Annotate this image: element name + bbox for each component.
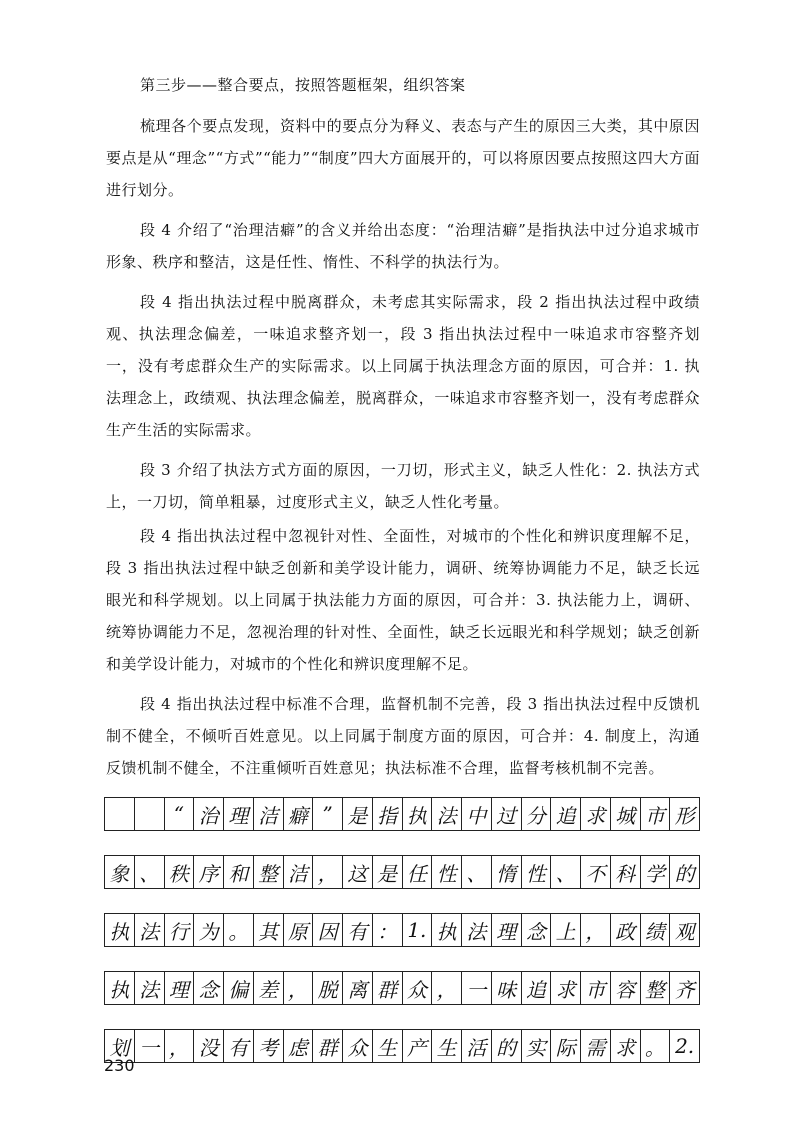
answer-grid-cell: 其	[254, 914, 284, 946]
answer-grid-cell: 过	[492, 798, 522, 830]
answer-grid-row	[104, 1029, 700, 1063]
answer-grid-cell: 指	[373, 798, 403, 830]
answer-grid-cell: 、	[135, 856, 165, 888]
answer-grid-cell: 洁	[254, 798, 284, 830]
answer-grid-cell: 的	[492, 1030, 522, 1062]
answer-grid-cell: 执	[105, 972, 135, 1004]
answer-grid-row	[104, 855, 700, 889]
answer-grid	[104, 797, 700, 1087]
answer-grid-cell: 分	[522, 798, 552, 830]
paragraph-method-cause: 段 3 介绍了执法方式方面的原因，一刀切，形式主义，缺乏人性化：2. 执法方式上，一刀切，简单粗暴，过度形式主义，缺乏人性化考量。	[106, 461, 700, 511]
answer-grid-cell: 2.	[670, 1030, 700, 1062]
answer-grid-cell: 众	[403, 972, 433, 1004]
answer-grid-cell: 序	[194, 856, 224, 888]
answer-grid-cell: 城	[611, 798, 641, 830]
answer-grid-cell: 产	[403, 1030, 433, 1062]
answer-grid-cell: 。	[641, 1030, 671, 1062]
answer-grid-row	[104, 913, 700, 947]
answer-grid-cell: 偏	[224, 972, 254, 1004]
answer-grid-cell: 1.	[403, 914, 433, 946]
answer-grid-cell: 求	[551, 972, 581, 1004]
answer-grid-cell: 市	[581, 972, 611, 1004]
answer-grid-cell: 是	[373, 856, 403, 888]
answer-grid-cell: 需	[581, 1030, 611, 1062]
answer-grid-cell: 观	[670, 914, 700, 946]
answer-grid-cell: 求	[581, 798, 611, 830]
answer-grid-cell: 味	[492, 972, 522, 1004]
answer-grid-cell: ”	[313, 798, 343, 830]
answer-grid-cell: 整	[641, 972, 671, 1004]
answer-grid-cell: 际	[551, 1030, 581, 1062]
answer-grid-cell: 追	[522, 972, 552, 1004]
answer-grid-cell: 追	[551, 798, 581, 830]
answer-grid-cell: 中	[462, 798, 492, 830]
answer-grid-cell: 考	[254, 1030, 284, 1062]
answer-grid-cell: 群	[313, 1030, 343, 1062]
answer-grid-cell: 念	[522, 914, 552, 946]
answer-grid-cell: 理	[224, 798, 254, 830]
answer-grid-cell: 市	[641, 798, 671, 830]
answer-grid-row	[104, 971, 700, 1005]
answer-grid-cell: 为	[194, 914, 224, 946]
paragraph-overview: 梳理各个要点发现，资料中的要点分为释义、表态与产生的原因三大类，其中原因要点是从“理念”“方式”“能力”“制度”四大方面展开的，可以将原因要点按照这四大方面进行划分。	[106, 117, 700, 199]
answer-grid-cell: 求	[611, 1030, 641, 1062]
answer-grid-cell: 不	[581, 856, 611, 888]
answer-grid-cell: 划	[105, 1030, 135, 1062]
answer-grid-cell: 学	[641, 856, 671, 888]
answer-grid-cell: 治	[194, 798, 224, 830]
answer-grid-cell: 群	[373, 972, 403, 1004]
answer-grid-cell: 众	[343, 1030, 373, 1062]
answer-grid-cell: 这	[343, 856, 373, 888]
answer-grid-cell: 绩	[641, 914, 671, 946]
answer-grid-cell: 执	[105, 914, 135, 946]
answer-grid-cell: 、	[551, 856, 581, 888]
answer-grid-cell: 象	[105, 856, 135, 888]
answer-grid-cell: 是	[343, 798, 373, 830]
answer-grid-cell: 癖	[284, 798, 314, 830]
answer-grid-cell: 整	[254, 856, 284, 888]
answer-grid-cell: 科	[611, 856, 641, 888]
answer-grid-cell: 一	[462, 972, 492, 1004]
paragraph-system-cause: 段 4 指出执法过程中标准不合理，监督机制不完善，段 3 指出执法过程中反馈机制不健全，不倾听百姓意见。以上同属于制度方面的原因，可合并：4. 制度上，沟通反馈机制不健全，不注重倾听百姓意见；执法标准不合理，监督考核机制不完善。	[106, 695, 700, 777]
answer-grid-cell: 上	[551, 914, 581, 946]
answer-grid-cell: 性	[432, 856, 462, 888]
answer-grid-cell: 有	[343, 914, 373, 946]
answer-grid-cell: 活	[462, 1030, 492, 1062]
answer-grid-cell: 性	[522, 856, 552, 888]
answer-grid-cell: 法	[432, 798, 462, 830]
answer-grid-cell: 、	[462, 856, 492, 888]
answer-grid-cell: 离	[343, 972, 373, 1004]
answer-grid-cell: 原	[284, 914, 314, 946]
answer-grid-cell: 没	[194, 1030, 224, 1062]
answer-grid-cell: 任	[403, 856, 433, 888]
answer-grid-cell: 法	[462, 914, 492, 946]
answer-grid-cell: 差	[254, 972, 284, 1004]
paragraph-ability-cause: 段 4 指出执法过程中忽视针对性、全面性，对城市的个性化和辨识度理解不足，段 3 指出执法过程中缺乏创新和美学设计能力，调研、统筹协调能力不足，缺乏长远眼光和科学规划。以上同属于执法能力方面的原因，可合并：3. 执法能力上，调研、统筹协调能力不足，忽视治理的针对性、全面性，缺乏长远眼光和科学规划；缺乏创新和美学设计能力，对城市的个性化和辨识度理解不足。	[106, 527, 700, 673]
answer-grid-cell: 生	[373, 1030, 403, 1062]
answer-grid-cell	[135, 798, 165, 830]
answer-grid-cell: 执	[403, 798, 433, 830]
answer-grid-cell: 。	[224, 914, 254, 946]
answer-grid-cell: 惰	[492, 856, 522, 888]
answer-grid-cell: 的	[670, 856, 700, 888]
answer-grid-cell: 形	[670, 798, 700, 830]
answer-grid-cell: 秩	[165, 856, 195, 888]
answer-grid-cell: ：	[373, 914, 403, 946]
step-heading: 第三步——整合要点，按照答题框架，组织答案	[140, 76, 466, 94]
answer-grid-cell: 理	[165, 972, 195, 1004]
answer-grid-cell	[105, 798, 135, 830]
answer-grid-cell: 和	[224, 856, 254, 888]
answer-grid-cell: ，	[432, 972, 462, 1004]
answer-grid-cell: 执	[432, 914, 462, 946]
answer-grid-cell: 实	[522, 1030, 552, 1062]
answer-grid-cell: 生	[432, 1030, 462, 1062]
answer-grid-cell: 理	[492, 914, 522, 946]
answer-grid-cell: 齐	[670, 972, 700, 1004]
answer-grid-cell: 法	[135, 972, 165, 1004]
paragraph-concept-cause: 段 4 指出执法过程中脱离群众，未考虑其实际需求，段 2 指出执法过程中政绩观、执法理念偏差，一味追求整齐划一，段 3 指出执法过程中一味追求市容整齐划一，没有考虑群众生产的实际需求。以上同属于执法理念方面的原因，可合并：1. 执法理念上，政绩观、执法理念偏差，脱离群众，一味追求市容整齐划一，没有考虑群众生产生活的实际需求。	[106, 293, 700, 439]
answer-grid-cell: 行	[165, 914, 195, 946]
answer-grid-cell: “	[165, 798, 195, 830]
answer-grid-cell: 政	[611, 914, 641, 946]
answer-grid-cell: 因	[313, 914, 343, 946]
answer-grid-cell: 虑	[284, 1030, 314, 1062]
answer-grid-cell: 念	[194, 972, 224, 1004]
answer-grid-cell: 一	[135, 1030, 165, 1062]
answer-grid-cell: ，	[284, 972, 314, 1004]
paragraph-definition: 段 4 介绍了“治理洁癖”的含义并给出态度：“治理洁癖”是指执法中过分追求城市形象、秩序和整洁，这是任性、惰性、不科学的执法行为。	[106, 221, 700, 271]
answer-grid-cell: ，	[313, 856, 343, 888]
page-number: 230	[104, 1056, 135, 1075]
answer-grid-cell: 法	[135, 914, 165, 946]
answer-grid-cell: 有	[224, 1030, 254, 1062]
answer-grid-cell: ，	[581, 914, 611, 946]
answer-grid-cell: 脱	[313, 972, 343, 1004]
answer-grid-cell: 容	[611, 972, 641, 1004]
answer-grid-cell: ，	[165, 1030, 195, 1062]
answer-grid-row	[104, 797, 700, 831]
answer-grid-cell: 洁	[284, 856, 314, 888]
